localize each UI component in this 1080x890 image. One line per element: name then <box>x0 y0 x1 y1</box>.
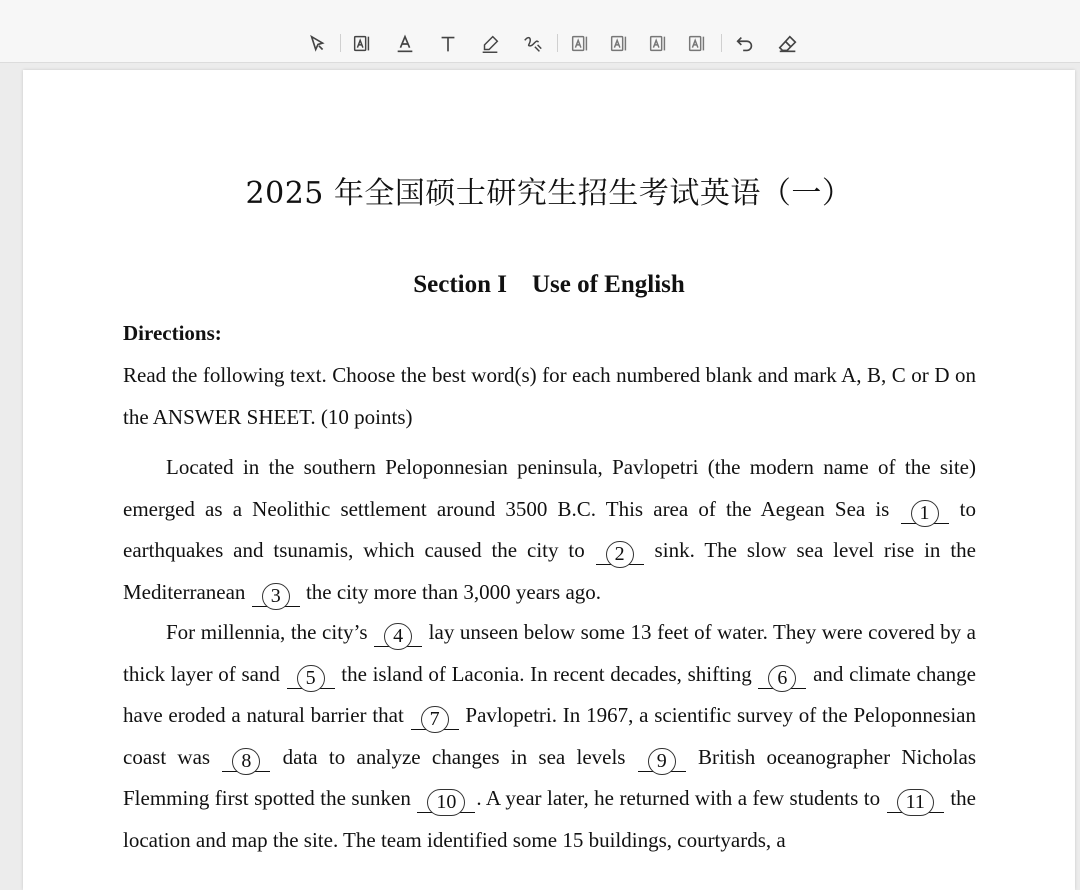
text-box-icon-3[interactable] <box>605 30 633 58</box>
underline-icon[interactable] <box>391 30 419 58</box>
blank-4[interactable]: 4 <box>374 624 422 647</box>
directions-label: Directions: <box>123 321 222 345</box>
blank-9[interactable]: 9 <box>638 749 686 772</box>
text-icon[interactable] <box>434 30 462 58</box>
blank-6[interactable]: 6 <box>758 666 806 689</box>
document-page <box>23 70 1075 890</box>
directions-text: Read the following text. Choose the best word(s) for each numbered blank and mark A, B, C or D on the ANSWER SHEET. (10 points) <box>123 363 976 429</box>
undo-icon[interactable] <box>731 30 759 58</box>
blank-10[interactable]: 10 <box>417 790 475 813</box>
blank-5[interactable]: 5 <box>287 666 335 689</box>
text-box-icon[interactable] <box>348 30 376 58</box>
eraser-icon[interactable] <box>774 30 802 58</box>
select-pointer-icon[interactable] <box>304 30 332 58</box>
text-box-icon-2[interactable] <box>566 30 594 58</box>
blank-3[interactable]: 3 <box>252 584 300 607</box>
blank-1[interactable]: 1 <box>901 501 949 524</box>
passage-paragraph-1: Located in the southern Peloponnesian peninsula, Pavlopetri (the modern name of the site) emerged as a Neolithic settlement around 3500 B.C. This area of the Aegean Sea is 1 to earthquakes and tsunamis, which caused the city to 2 sink. The slow sea level rise in the Mediterranean 3 the city more than 3,000 years ago. <box>123 447 976 613</box>
blank-8[interactable]: 8 <box>222 749 270 772</box>
section-heading: Section I Use of English <box>413 271 685 298</box>
highlighter-pen-icon[interactable] <box>476 30 504 58</box>
text-box-icon-4[interactable] <box>644 30 672 58</box>
blank-7[interactable]: 7 <box>411 707 459 730</box>
blank-11[interactable]: 11 <box>887 790 944 813</box>
passage-paragraph-2: For millennia, the city’s 4 lay unseen below some 13 feet of water. They were covered by a thick layer of sand 5 the island of Laconia. In recent decades, shifting 6 and climate change have eroded a natural barrier that 7 Pavlopetri. In 1967, a scientific survey of the Peloponnesian coast was 8 data to analyze changes in sea levels 9 British oceanographer Nicholas Flemming first spotted the sunken 10 . A year later, he returned with a few students to 11 the location and map the site. The team identified some 15 buildings, courtyards, a <box>123 620 977 852</box>
page-title: 2025 年全国硕士研究生招生考试英语（一） <box>245 176 853 211</box>
freehand-draw-icon[interactable] <box>519 30 547 58</box>
text-box-icon-5[interactable] <box>683 30 711 58</box>
blank-2[interactable]: 2 <box>596 542 644 565</box>
annotation-toolbar <box>0 0 1080 63</box>
